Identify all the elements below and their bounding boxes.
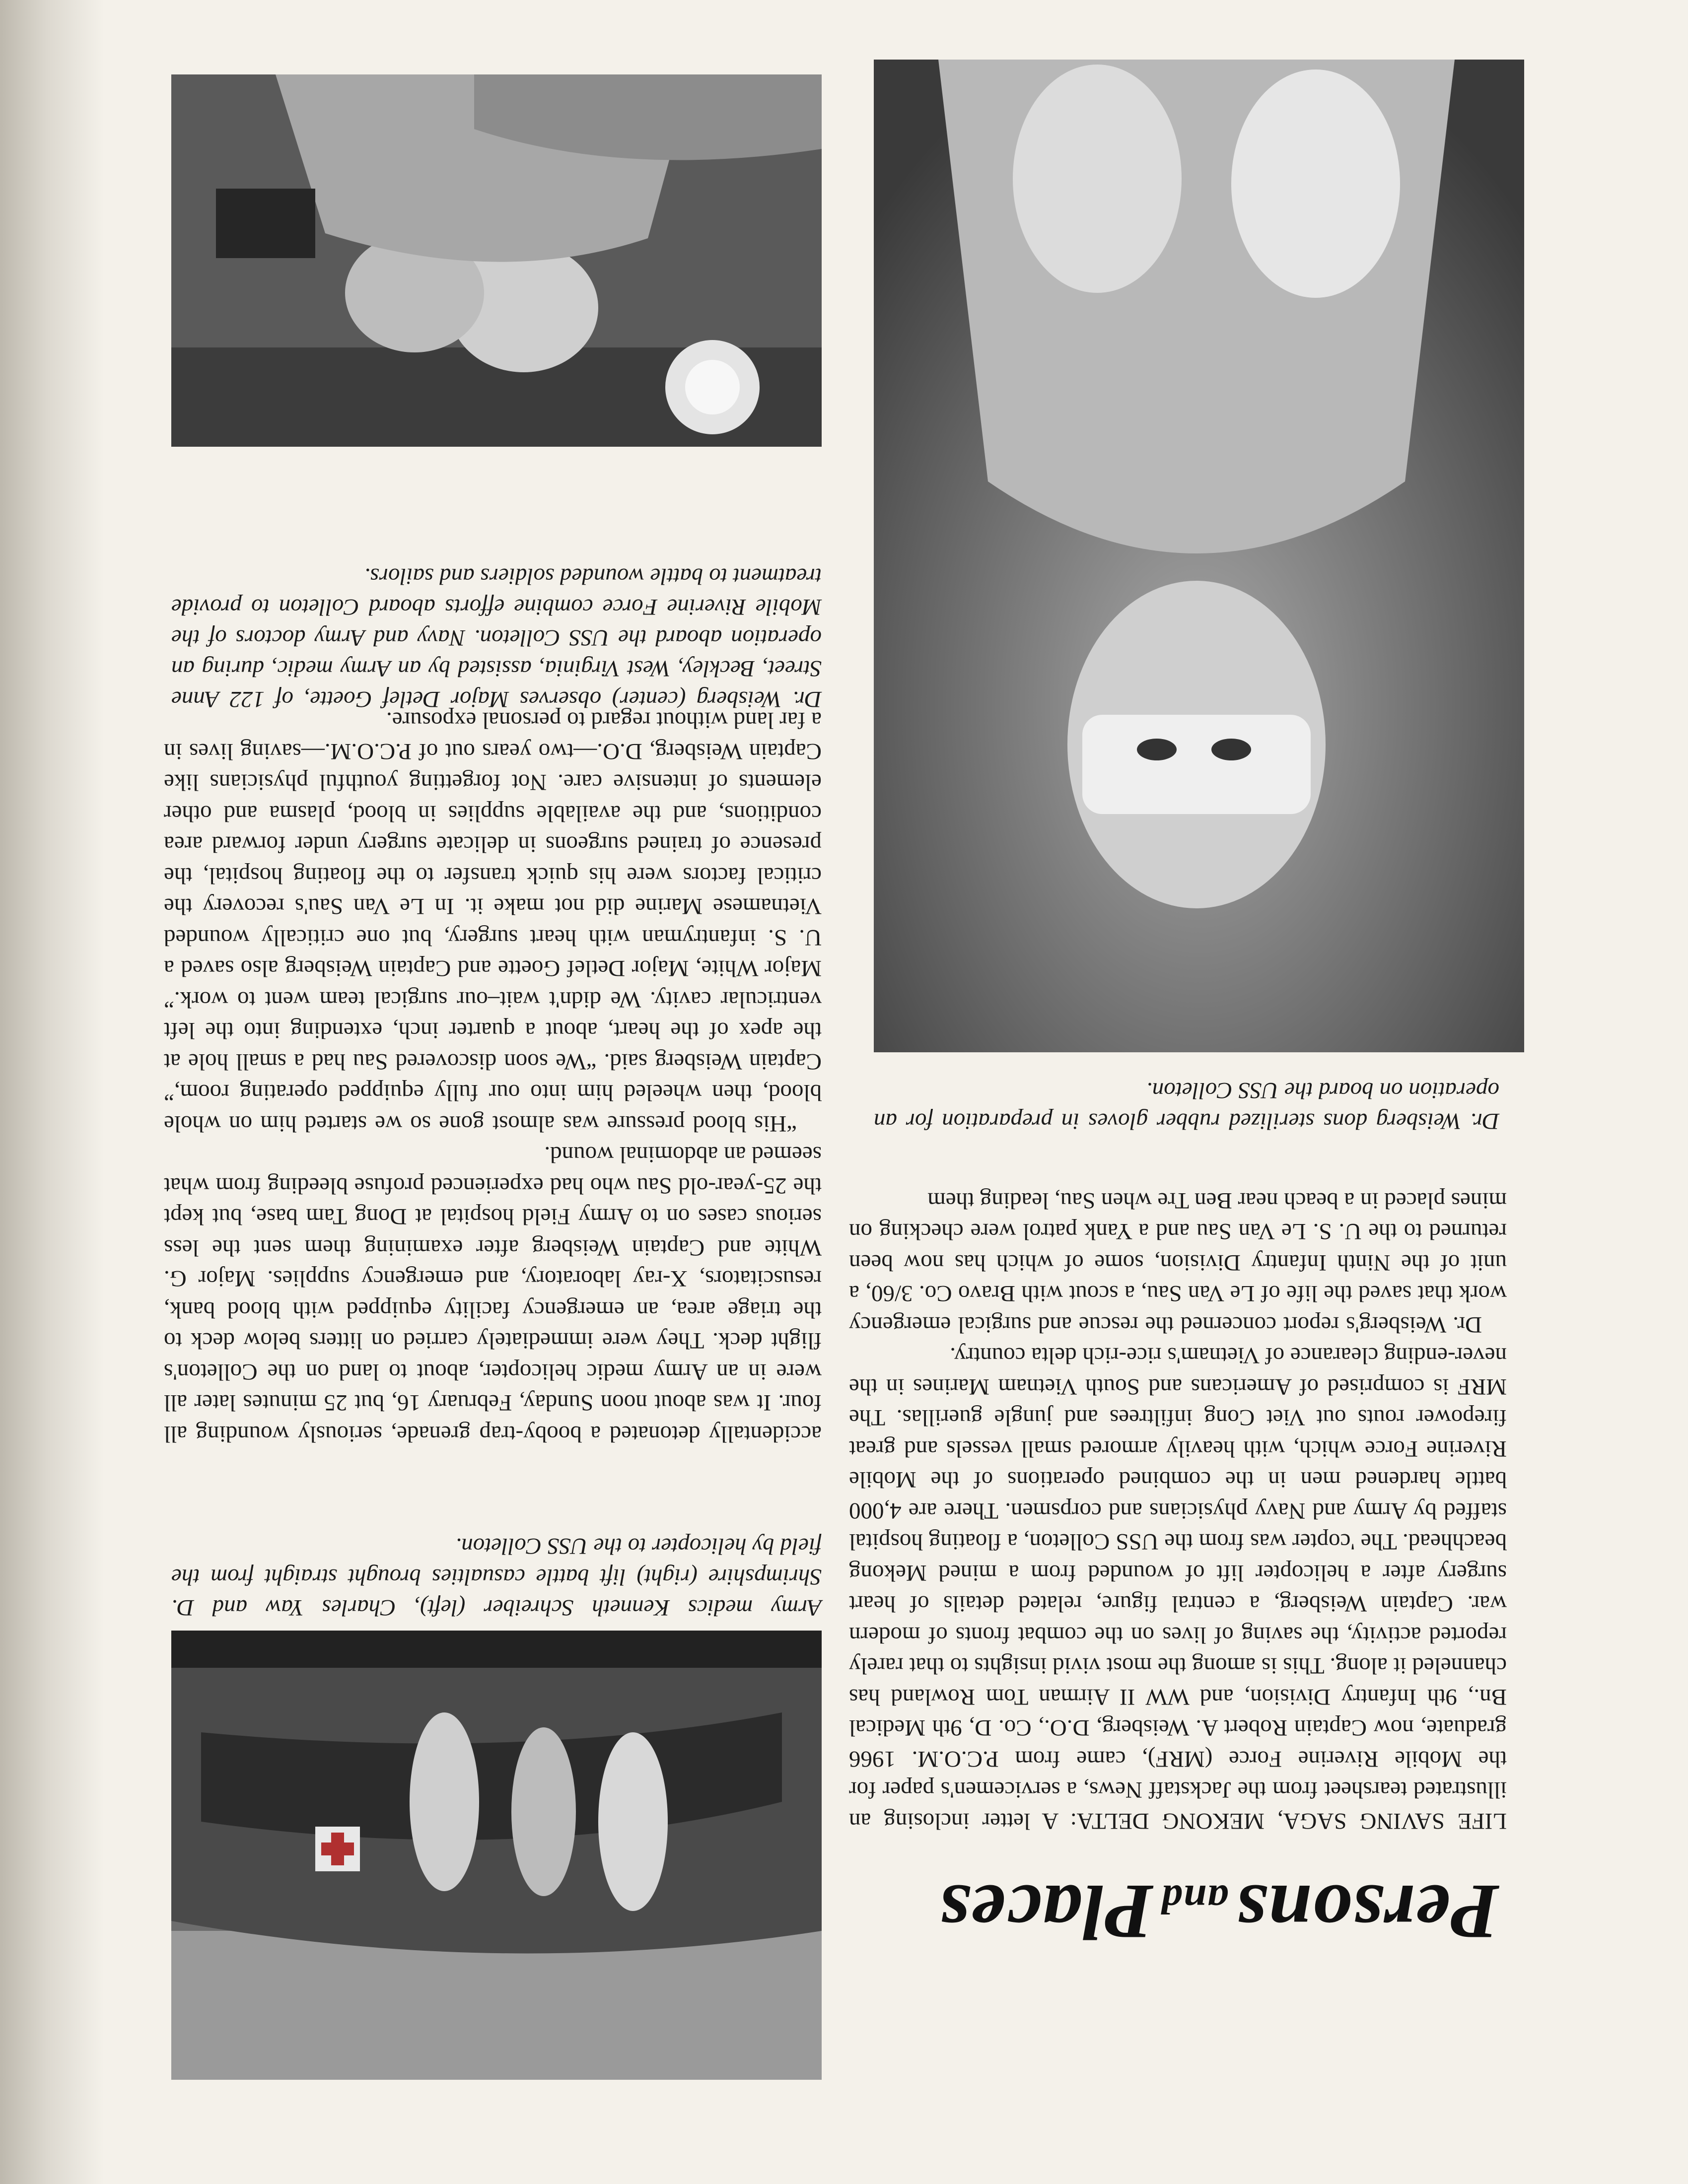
surgeon-gloves-photo bbox=[874, 60, 1524, 1052]
title-word-persons: Persons bbox=[1235, 1868, 1499, 1955]
article-column-left bbox=[849, 1185, 1507, 1837]
operation-photo-caption: Dr. Weisberg (center) observes Major Detlef Goette, of 122 Anne Street, Beckley, West Virginia, assisted by an Army medic, during an operation aboard the USS Colleton. Navy and Army doctors of the Mobile Riverine Force combine efforts aboard Colleton to provide treatment to battle wounded soldiers and sailors. bbox=[171, 563, 822, 712]
operating-room-photo bbox=[171, 74, 822, 447]
article-paragraph: LIFE SAVING SAGA, MEKONG DELTA: A letter inclosing an illustrated tearsheet from the Jackstaff News, a servicemen's paper for the Mobile Riverine Force (MRF), came from P.C.O.M. 1966 graduate, now Captain Robert A. Weisberg, D.O., Co. D, 9th Medical Bn., 9th Infantry Division, and WW II Airman Tom Rowland has channeled it along. This is among the most vivid insights to that rarely reported activity, the saving of lives on the combat fronts of modern war. Captain Weisberg, a central figure, related details of heart surgery after a helicopter lift of wounded from a mined Mekong beachhead. The 'copter was from the USS Colleton, a floating hospital staffed by Army and Navy physicians and corpsmen. There are 4,000 battle hardened men in the combined operations of the Mobile Riverine Force which, with heavily armored small vessels and great firepower routs out Viet Cong infiltrees and jungle guerillas. The MRF is comprised of Americans and South Vietnam Marines in the never-ending clearance of Vietnam's rice-rich delta country. bbox=[849, 1343, 1507, 1834]
surgeon-photo-caption: Dr. Weisberg dons sterilized rubber gloves in preparation for an operation on board the USS Colleton. bbox=[874, 1078, 1499, 1134]
article-paragraph: Dr. Weisberg's report concerned the rescue and surgical emergency work that saved the life of Le Van Sau, a scout with Bravo Co. 3/60, a unit of the Ninth Infantry Division, some of which has now been returned to the U. S. Le Van Sau and a Yank patrol were checking on mines placed in a beach near Ben Tre when Sau, leading them bbox=[849, 1188, 1507, 1338]
title-word-and: and bbox=[1160, 1876, 1229, 1922]
article-paragraph: accidentally detonated a booby-trap grenade, seriously wounding all four. It was about noon Sunday, February 16, but 25 minutes later all were in an Army medic helicopter, about to land on the Colleton's flight deck. They were immediately carried on litters below deck to the triage area, an emergency facility equipped with blood bank, resuscitators, X-ray laboratory, and emergency supplies. Major G. White and Captain Weisberg after examining them sent the less serious cases on to Army Field hospital at Dong Tam base, but kept the 25-year-old Sau who had experienced profuse bleeding from what seemed an abdominal wound. bbox=[164, 1142, 822, 1447]
binding-gutter bbox=[0, 0, 104, 2184]
article-column-right bbox=[164, 705, 822, 1449]
title-word-places: Places bbox=[938, 1868, 1154, 1955]
page-title bbox=[864, 1868, 1499, 1955]
article-paragraph: “His blood pressure was almost gone so we started him on whole blood, then wheeled him into our fully equipped operating room,” Captain Weisberg said. “We soon discovered Sau had a small hole at the apex of the heart, about a quarter inch, extending into the left ventricular cavity. We didn't wait–our surgical team went to work.” Major White, Major Detlef Goette and Captain Weisberg also saved a U. S. infantryman with heart surgery, but one critically wounded Vietnamese Marine did not make it. In Le Van Sau's recovery the critical factors were his quick transfer to the floating hospital, the presence of trained surgeons in delicate surgery under forward area conditions, and the available supplies in blood, plasma and other elements of intensive care. Not forgetting youthful physicians like Captain Weisberg, D.O.—two years out of P.C.O.M.—saving lives in a far land without regard to personal exposure. bbox=[164, 707, 822, 1137]
helicopter-photo-caption: Army medics Kenneth Schreiber (left), Charles Yaw and D. Shrimpshire (right) lift battle casualties brought straight from the field by helicopter to the USS Colleton. bbox=[171, 1533, 822, 1621]
helicopter-casualty-photo bbox=[171, 1631, 822, 2080]
